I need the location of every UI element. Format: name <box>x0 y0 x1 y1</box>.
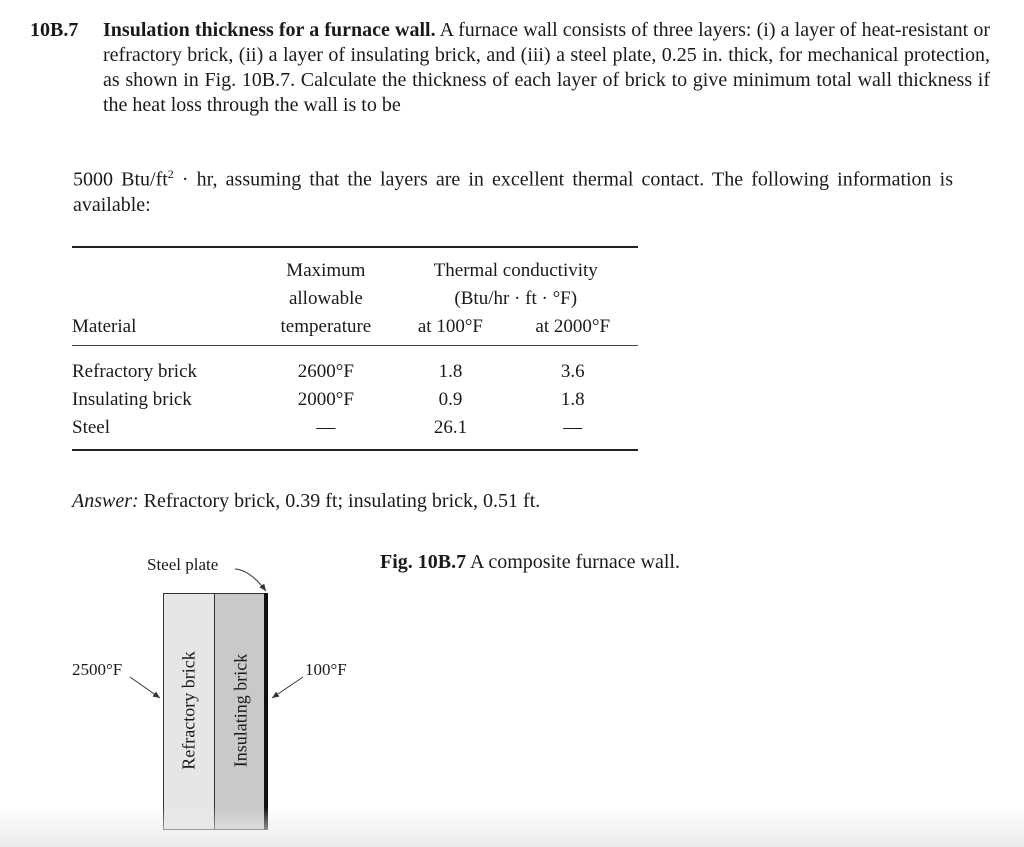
insulating-label: Insulating brick <box>230 653 251 768</box>
heat-flux: 5000 Btu/ft <box>73 168 168 191</box>
cell: 26.1 <box>433 416 468 438</box>
header-at100: at 100°F <box>393 313 507 346</box>
header-max: Maximum <box>286 260 366 281</box>
cold-temperature-label: 100°F <box>305 660 347 679</box>
cell: — <box>563 416 583 438</box>
problem-number: 10B.7 <box>30 19 79 41</box>
header-max: temperature <box>258 313 393 346</box>
cell: — <box>316 416 336 438</box>
problem-text: A furnace wall consists of three layers: (i) a layer of heat-resistant or refractory brick, (ii) a layer of insulating brick, and (iii) a steel plate, 0.25 in. thick, for mechanical protection, as shown in Fig. 10B.7. Calculate the thickness of each layer of brick to give minimum total wall thickness if the heat loss through the wall is to be <box>103 19 990 116</box>
cell: 0.9 <box>438 388 463 410</box>
header-at2000: at 2000°F <box>507 313 638 346</box>
problem-title: Insulation thickness for a furnace wall. <box>103 19 436 41</box>
cell: 2000°F <box>297 388 354 410</box>
cell: Steel <box>72 416 110 438</box>
header-k: Thermal conductivity <box>433 260 598 281</box>
problem-text-2: · hr, assuming that the layers are in excellent thermal contact. The following information is available: <box>73 168 954 216</box>
steel-arrow <box>235 569 266 591</box>
header-max: allowable <box>288 288 363 309</box>
cell: 2600°F <box>297 360 354 382</box>
steel-plate-label: Steel plate <box>147 555 219 574</box>
cell: 1.8 <box>438 360 463 382</box>
header-k-units: (Btu/hr · ft · °F) <box>454 288 578 309</box>
cold-arrow <box>272 677 303 698</box>
cell: 1.8 <box>560 388 585 410</box>
cell: 3.6 <box>560 360 585 382</box>
cell: Insulating brick <box>72 388 192 410</box>
caption-label: Fig. 10B.7 <box>380 551 467 573</box>
header-material: Material <box>72 313 258 346</box>
answer-text: Refractory brick, 0.39 ft; insulating brick, 0.51 ft. <box>138 490 541 512</box>
hot-arrow <box>130 677 160 698</box>
cell: Refractory brick <box>72 360 198 382</box>
refractory-label: Refractory brick <box>178 651 199 770</box>
exponent: 2 <box>167 167 174 181</box>
answer-label: Answer: <box>72 490 139 512</box>
caption-text: A composite furnace wall. <box>466 551 680 573</box>
hot-temperature-label: 2500°F <box>72 660 123 679</box>
